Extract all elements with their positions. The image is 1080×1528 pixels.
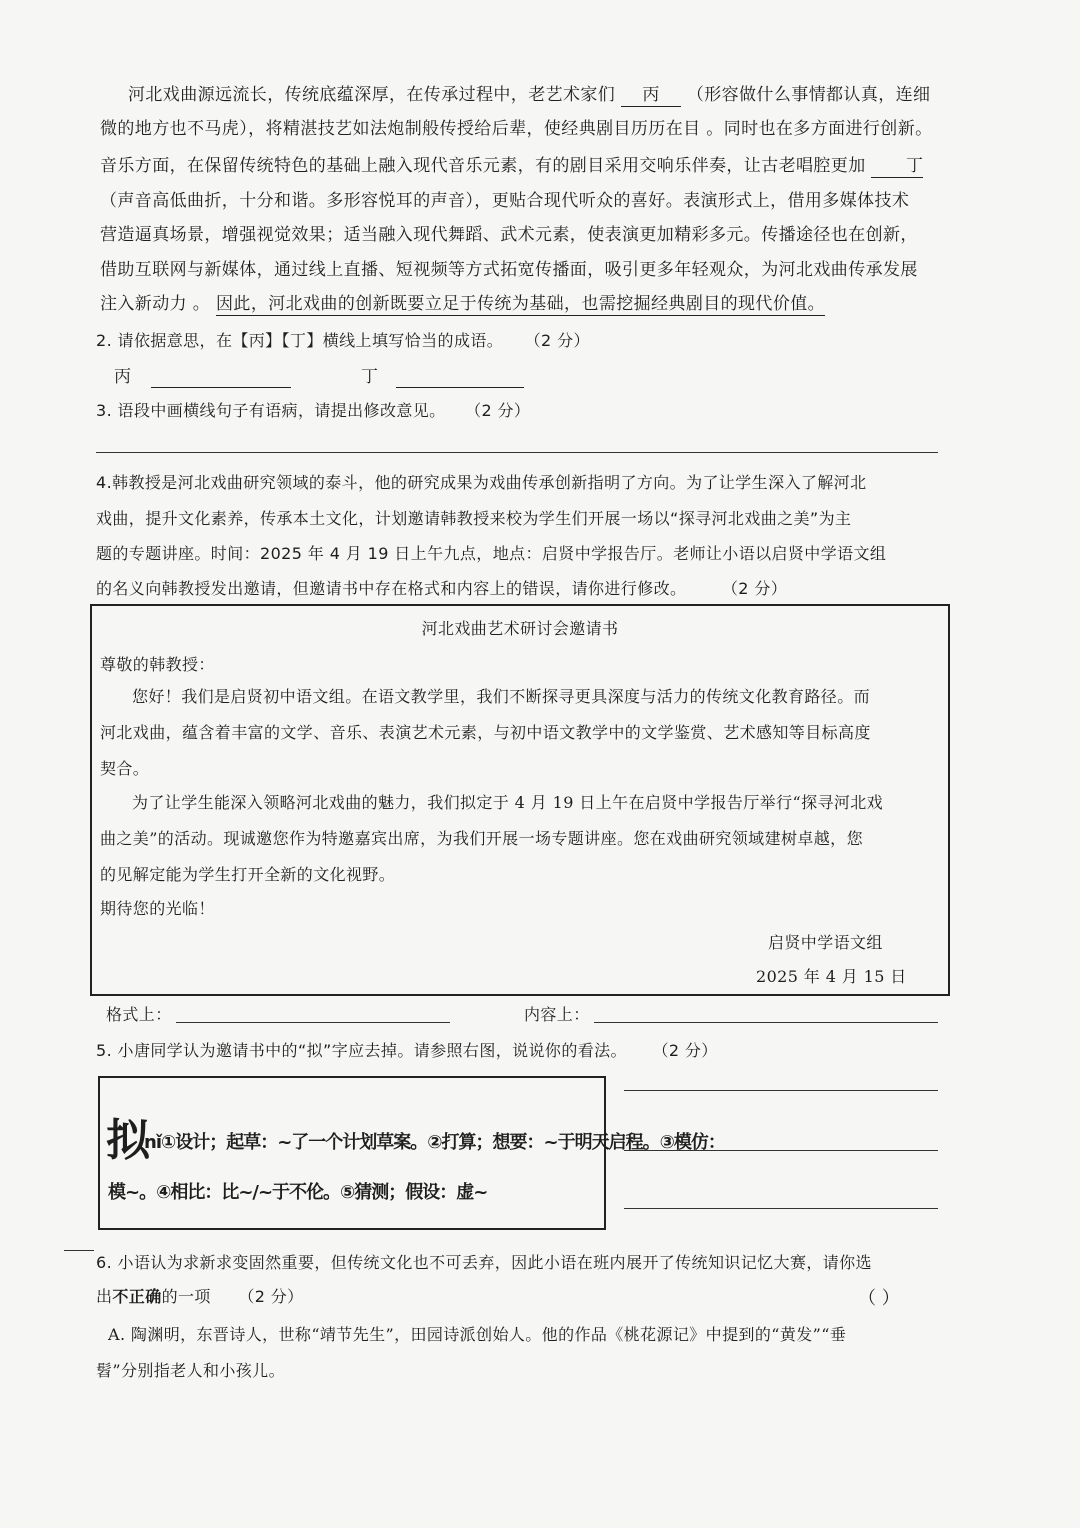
passage-text: 注入新动力 。 (100, 294, 211, 314)
q2-answer-row (114, 366, 524, 388)
question-5-score: （2 分） (652, 1041, 718, 1060)
passage-line-4: （声音高低曲折，十分和谐。多形容悦耳的声音），更贴合现代听众的喜好。表演形式上，借用多媒体技术 (100, 191, 910, 211)
letter-signature: 启贤中学语文组 (768, 933, 883, 952)
passage-line-6: 借助互联网与新媒体，通过线上直播、短视频等方式拓宽传播面，吸引更多年轻观众，为河北戏曲传承发展 (100, 260, 918, 280)
letter-p2-line-3: 的见解定能为学生打开全新的文化视野。 (100, 865, 396, 884)
letter-p1-line-2: 河北戏曲，蕴含着丰富的文学、音乐、表演艺术元素，与初中语文教学中的文学鉴赏、艺术感知等目标高度 (100, 723, 871, 742)
letter-title: 河北戏曲艺术研讨会邀请书 (421, 619, 619, 638)
passage-text: 河北戏曲源远流长，传统底蕴深厚，在传承过程中，老艺术家们 (128, 85, 616, 105)
letter-p1-line-3: 契合。 (100, 759, 150, 778)
question-6-score: （2 分） (238, 1287, 304, 1306)
letter-closing: 期待您的光临！ (100, 899, 215, 918)
question-4-line-2: 戏曲，提升文化素养，传承本土文化，计划邀请韩教授来校为学生们开展一场以“探寻河北戏曲之美”为主 (96, 509, 852, 528)
q5-answer-line-1[interactable] (624, 1090, 938, 1091)
blank-bing (621, 84, 681, 107)
dictionary-headword: 拟 (106, 1115, 150, 1166)
question-2 (96, 330, 590, 352)
question-6-text: 出 (96, 1287, 113, 1306)
q5-answer-line-3[interactable] (624, 1208, 938, 1209)
question-2-text: 2. 请依据意思，在【丙】【丁】横线上填写恰当的成语。 (96, 331, 504, 350)
letter-p1-line-1: 您好！我们是启贤初中语文组。在语文教学里，我们不断探寻更具深度与活力的传统文化教育路径。而 (132, 687, 871, 706)
question-6-text: 的一项 (161, 1287, 211, 1306)
passage-line-1 (128, 84, 930, 107)
question-2-score: （2 分） (524, 331, 590, 350)
question-4-score: （2 分） (721, 579, 788, 598)
format-label: 格式上： (106, 1005, 172, 1024)
question-4-text: 的名义向韩教授发出邀请，但邀请书中存在格式和内容上的错误，请你进行修改。 (96, 579, 687, 598)
question-6-line-1: 6. 小语认为求新求变固然重要，但传统文化也不可丢弃，因此小语在班内展开了传统知识记忆大赛，请你选 (96, 1253, 872, 1272)
q3-answer-line[interactable] (96, 452, 938, 453)
passage-line-5: 营造逼真场景，增强视觉效果；适当融入现代舞蹈、武术元素，使表演更加精彩多元。传播途径也在创新， (100, 225, 918, 245)
passage-text: （形容做什么事情都认真，连细 (686, 85, 931, 105)
dictionary-line-1: nǐ①设计；起草：~了一个计划草案。②打算；想要：~于明天启程。③模仿： (144, 1132, 725, 1153)
letter-p2-line-2: 曲之美”的活动。现诚邀您作为特邀嘉宾出席，为我们开展一场专题讲座。您在戏曲研究领域建树卓越，您 (100, 829, 863, 848)
content-answer-line[interactable] (594, 1022, 938, 1023)
underlined-sentence: 因此，河北戏曲的创新既要立足于传统为基础，也需挖掘经典剧目的现代价值。 (216, 294, 826, 314)
passage-line-3 (100, 155, 923, 178)
passage-line-7 (100, 293, 825, 316)
content-label: 内容上： (524, 1005, 590, 1024)
question-3 (96, 400, 530, 422)
answer-blank-ding[interactable] (396, 369, 524, 388)
question-5 (96, 1040, 718, 1062)
question-3-score: （2 分） (465, 401, 531, 420)
format-answer-line[interactable] (176, 1022, 450, 1023)
blank-ding-label: 丁 (906, 156, 924, 176)
question-3-text: 3. 语段中画横线句子有语病，请提出修改意见。 (96, 401, 446, 420)
q6-answer-paren[interactable]: （ ） (858, 1288, 900, 1309)
question-5-text: 5. 小唐同学认为邀请书中的“拟”字应去掉。请参照右图，说说你的看法。 (96, 1041, 627, 1060)
passage-text: 音乐方面，在保留传统特色的基础上融入现代音乐元素，有的剧目采用交响乐伴奏，让古老唱腔更加 (100, 156, 866, 176)
blank-ding (871, 155, 923, 178)
dictionary-entry-box (98, 1076, 725, 1230)
question-4-line-4 (96, 578, 787, 600)
question-6-emphasis: 不正确 (112, 1287, 162, 1306)
dictionary-line-2: 模~。④相比：比~/~于不伦。⑤猜测；假设：虚~ (108, 1182, 488, 1203)
option-a-line-2: 髫”分别指老人和小孩儿。 (96, 1361, 285, 1380)
question-4-line-3: 题的专题讲座。时间：2025 年 4 月 19 日上午九点，地点：启贤中学报告厅。老师让小语以启贤中学语文组 (96, 544, 887, 563)
option-a-line-1: A. 陶渊明，东晋诗人，世称“靖节先生”，田园诗派创始人。他的作品《桃花源记》中提到的“黄发”“垂 (108, 1325, 847, 1344)
passage-line-2: 微的地方也不马虎），将精湛技艺如法炮制般传授给后辈，使经典剧目历历在目 。同时也在多方面进行创新。 (100, 119, 933, 139)
q5-answer-line-2[interactable] (624, 1150, 938, 1151)
stray-mark (64, 1250, 94, 1251)
letter-date: 2025 年 4 月 15 日 (756, 967, 907, 986)
blank-bing-label: 丙 (642, 85, 660, 105)
question-4-line-1: 4.韩教授是河北戏曲研究领域的泰斗，他的研究成果为戏曲传承创新指明了方向。为了让学生深入了解河北 (96, 473, 867, 492)
answer-label-bing: 丙 (114, 367, 132, 387)
answer-label-ding: 丁 (361, 367, 379, 387)
letter-salutation: 尊敬的韩教授： (100, 655, 215, 674)
letter-p2-line-1: 为了让学生能深入领略河北戏曲的魅力，我们拟定于 4 月 19 日上午在启贤中学报告厅举行“探寻河北戏 (132, 793, 884, 812)
question-6-line-2 (96, 1286, 304, 1308)
answer-blank-bing[interactable] (151, 369, 291, 388)
